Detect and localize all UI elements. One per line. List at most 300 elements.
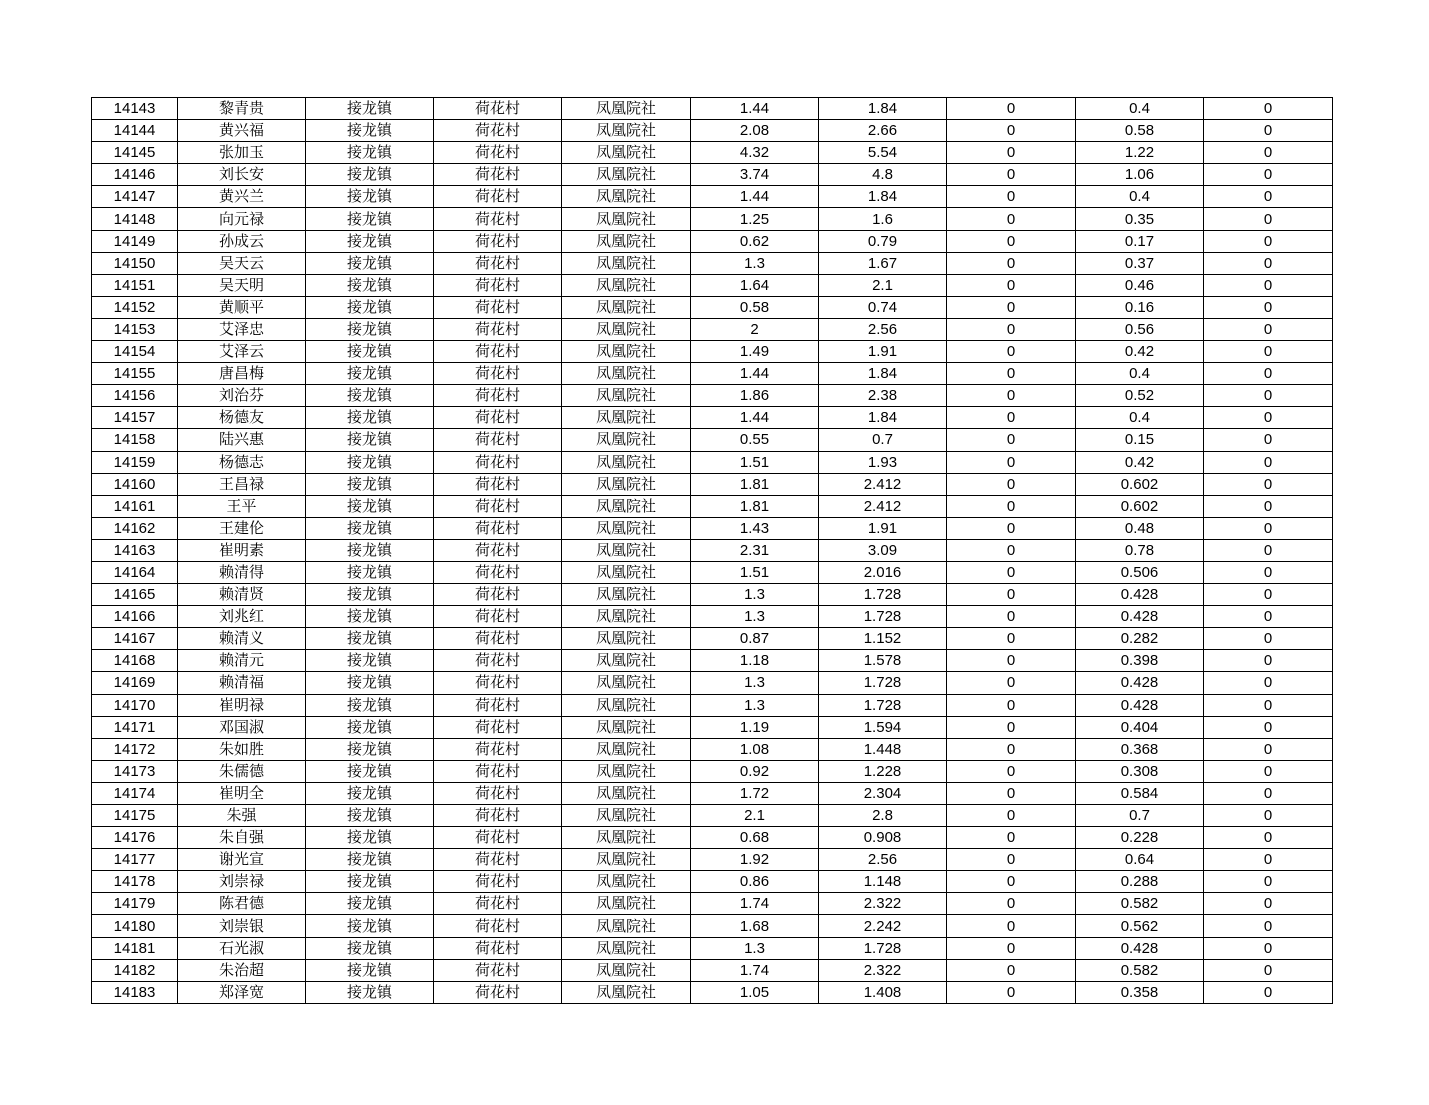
- id-cell: 14181: [92, 937, 178, 959]
- village-cell: 荷花村: [434, 672, 562, 694]
- id-cell: 14147: [92, 186, 178, 208]
- table-row: [92, 650, 1333, 672]
- name-cell: 朱强: [178, 805, 306, 827]
- id-cell: 14161: [92, 495, 178, 517]
- group-cell: 凤凰院社: [562, 296, 691, 318]
- value-a-cell: 1.74: [691, 959, 819, 981]
- village-cell: 荷花村: [434, 981, 562, 1003]
- value-b-cell: 1.152: [819, 628, 947, 650]
- name-cell: 向元禄: [178, 208, 306, 230]
- value-e-cell: 0: [1204, 539, 1333, 561]
- value-c-cell: 0: [947, 473, 1076, 495]
- id-cell: 14179: [92, 893, 178, 915]
- name-cell: 艾泽忠: [178, 318, 306, 340]
- value-a-cell: 1.3: [691, 672, 819, 694]
- town-cell: 接龙镇: [306, 363, 434, 385]
- id-cell: 14183: [92, 981, 178, 1003]
- value-a-cell: 4.32: [691, 142, 819, 164]
- value-c-cell: 0: [947, 782, 1076, 804]
- village-cell: 荷花村: [434, 849, 562, 871]
- value-e-cell: 0: [1204, 760, 1333, 782]
- id-cell: 14172: [92, 738, 178, 760]
- value-e-cell: 0: [1204, 407, 1333, 429]
- value-a-cell: 1.72: [691, 782, 819, 804]
- value-b-cell: 2.322: [819, 893, 947, 915]
- name-cell: 刘治芬: [178, 385, 306, 407]
- name-cell: 谢光宣: [178, 849, 306, 871]
- value-d-cell: 0.602: [1076, 473, 1204, 495]
- value-d-cell: 0.64: [1076, 849, 1204, 871]
- value-d-cell: 0.58: [1076, 120, 1204, 142]
- value-d-cell: 0.428: [1076, 606, 1204, 628]
- group-cell: 凤凰院社: [562, 230, 691, 252]
- value-c-cell: 0: [947, 98, 1076, 120]
- town-cell: 接龙镇: [306, 495, 434, 517]
- group-cell: 凤凰院社: [562, 716, 691, 738]
- village-cell: 荷花村: [434, 142, 562, 164]
- value-b-cell: 1.91: [819, 341, 947, 363]
- value-e-cell: 0: [1204, 606, 1333, 628]
- table-row: [92, 738, 1333, 760]
- value-c-cell: 0: [947, 606, 1076, 628]
- name-cell: 朱儒德: [178, 760, 306, 782]
- value-e-cell: 0: [1204, 230, 1333, 252]
- value-b-cell: 1.67: [819, 252, 947, 274]
- value-b-cell: 1.6: [819, 208, 947, 230]
- value-b-cell: 1.728: [819, 694, 947, 716]
- table-row: [92, 760, 1333, 782]
- town-cell: 接龙镇: [306, 539, 434, 561]
- value-a-cell: 0.55: [691, 429, 819, 451]
- village-cell: 荷花村: [434, 429, 562, 451]
- village-cell: 荷花村: [434, 495, 562, 517]
- value-c-cell: 0: [947, 495, 1076, 517]
- town-cell: 接龙镇: [306, 230, 434, 252]
- group-cell: 凤凰院社: [562, 805, 691, 827]
- village-cell: 荷花村: [434, 164, 562, 186]
- town-cell: 接龙镇: [306, 760, 434, 782]
- value-b-cell: 2.56: [819, 849, 947, 871]
- name-cell: 赖清贤: [178, 584, 306, 606]
- group-cell: 凤凰院社: [562, 252, 691, 274]
- value-b-cell: 0.7: [819, 429, 947, 451]
- value-d-cell: 0.52: [1076, 385, 1204, 407]
- village-cell: 荷花村: [434, 296, 562, 318]
- village-cell: 荷花村: [434, 738, 562, 760]
- village-cell: 荷花村: [434, 694, 562, 716]
- value-d-cell: 0.582: [1076, 893, 1204, 915]
- village-cell: 荷花村: [434, 959, 562, 981]
- value-e-cell: 0: [1204, 561, 1333, 583]
- town-cell: 接龙镇: [306, 451, 434, 473]
- table-row: [92, 186, 1333, 208]
- group-cell: 凤凰院社: [562, 142, 691, 164]
- town-cell: 接龙镇: [306, 981, 434, 1003]
- town-cell: 接龙镇: [306, 893, 434, 915]
- name-cell: 杨德友: [178, 407, 306, 429]
- group-cell: 凤凰院社: [562, 694, 691, 716]
- name-cell: 崔明素: [178, 539, 306, 561]
- id-cell: 14178: [92, 871, 178, 893]
- table-row: [92, 318, 1333, 340]
- value-e-cell: 0: [1204, 981, 1333, 1003]
- value-c-cell: 0: [947, 871, 1076, 893]
- value-d-cell: 0.78: [1076, 539, 1204, 561]
- value-d-cell: 0.582: [1076, 959, 1204, 981]
- value-a-cell: 1.51: [691, 561, 819, 583]
- table-row: [92, 915, 1333, 937]
- group-cell: 凤凰院社: [562, 98, 691, 120]
- name-cell: 赖清得: [178, 561, 306, 583]
- village-cell: 荷花村: [434, 230, 562, 252]
- village-cell: 荷花村: [434, 363, 562, 385]
- name-cell: 张加玉: [178, 142, 306, 164]
- id-cell: 14170: [92, 694, 178, 716]
- id-cell: 14146: [92, 164, 178, 186]
- value-a-cell: 1.18: [691, 650, 819, 672]
- value-d-cell: 0.428: [1076, 672, 1204, 694]
- value-e-cell: 0: [1204, 716, 1333, 738]
- table-row: [92, 252, 1333, 274]
- village-cell: 荷花村: [434, 98, 562, 120]
- table-row: [92, 539, 1333, 561]
- value-e-cell: 0: [1204, 120, 1333, 142]
- id-cell: 14168: [92, 650, 178, 672]
- value-c-cell: 0: [947, 208, 1076, 230]
- village-cell: 荷花村: [434, 561, 562, 583]
- value-b-cell: 4.8: [819, 164, 947, 186]
- value-c-cell: 0: [947, 672, 1076, 694]
- id-cell: 14154: [92, 341, 178, 363]
- table-row: [92, 230, 1333, 252]
- value-e-cell: 0: [1204, 451, 1333, 473]
- village-cell: 荷花村: [434, 517, 562, 539]
- value-a-cell: 1.92: [691, 849, 819, 871]
- value-e-cell: 0: [1204, 871, 1333, 893]
- value-d-cell: 0.288: [1076, 871, 1204, 893]
- table-row: [92, 164, 1333, 186]
- data-table: [91, 97, 1333, 1004]
- value-c-cell: 0: [947, 120, 1076, 142]
- value-c-cell: 0: [947, 937, 1076, 959]
- table-row: [92, 827, 1333, 849]
- village-cell: 荷花村: [434, 915, 562, 937]
- name-cell: 王建伦: [178, 517, 306, 539]
- name-cell: 郑泽宽: [178, 981, 306, 1003]
- value-e-cell: 0: [1204, 782, 1333, 804]
- table-row: [92, 208, 1333, 230]
- group-cell: 凤凰院社: [562, 672, 691, 694]
- value-d-cell: 0.368: [1076, 738, 1204, 760]
- value-d-cell: 0.228: [1076, 827, 1204, 849]
- name-cell: 唐昌梅: [178, 363, 306, 385]
- value-b-cell: 1.594: [819, 716, 947, 738]
- table-row: [92, 805, 1333, 827]
- value-d-cell: 0.46: [1076, 274, 1204, 296]
- id-cell: 14167: [92, 628, 178, 650]
- table-row: [92, 959, 1333, 981]
- group-cell: 凤凰院社: [562, 606, 691, 628]
- name-cell: 刘崇银: [178, 915, 306, 937]
- value-b-cell: 1.728: [819, 584, 947, 606]
- group-cell: 凤凰院社: [562, 429, 691, 451]
- town-cell: 接龙镇: [306, 385, 434, 407]
- village-cell: 荷花村: [434, 451, 562, 473]
- name-cell: 陆兴惠: [178, 429, 306, 451]
- town-cell: 接龙镇: [306, 561, 434, 583]
- table-row: [92, 142, 1333, 164]
- village-cell: 荷花村: [434, 274, 562, 296]
- value-e-cell: 0: [1204, 584, 1333, 606]
- value-a-cell: 1.74: [691, 893, 819, 915]
- value-d-cell: 0.428: [1076, 937, 1204, 959]
- table-row: [92, 584, 1333, 606]
- id-cell: 14164: [92, 561, 178, 583]
- group-cell: 凤凰院社: [562, 871, 691, 893]
- id-cell: 14182: [92, 959, 178, 981]
- village-cell: 荷花村: [434, 186, 562, 208]
- town-cell: 接龙镇: [306, 716, 434, 738]
- value-e-cell: 0: [1204, 915, 1333, 937]
- id-cell: 14144: [92, 120, 178, 142]
- id-cell: 14174: [92, 782, 178, 804]
- group-cell: 凤凰院社: [562, 782, 691, 804]
- value-a-cell: 1.49: [691, 341, 819, 363]
- village-cell: 荷花村: [434, 760, 562, 782]
- value-b-cell: 1.448: [819, 738, 947, 760]
- value-e-cell: 0: [1204, 341, 1333, 363]
- value-c-cell: 0: [947, 429, 1076, 451]
- value-c-cell: 0: [947, 385, 1076, 407]
- value-c-cell: 0: [947, 650, 1076, 672]
- name-cell: 艾泽云: [178, 341, 306, 363]
- value-c-cell: 0: [947, 827, 1076, 849]
- value-b-cell: 3.09: [819, 539, 947, 561]
- value-b-cell: 1.148: [819, 871, 947, 893]
- value-a-cell: 1.86: [691, 385, 819, 407]
- village-cell: 荷花村: [434, 716, 562, 738]
- value-b-cell: 2.412: [819, 495, 947, 517]
- value-a-cell: 1.44: [691, 407, 819, 429]
- value-d-cell: 0.358: [1076, 981, 1204, 1003]
- value-c-cell: 0: [947, 694, 1076, 716]
- value-e-cell: 0: [1204, 363, 1333, 385]
- village-cell: 荷花村: [434, 407, 562, 429]
- value-e-cell: 0: [1204, 517, 1333, 539]
- value-e-cell: 0: [1204, 805, 1333, 827]
- group-cell: 凤凰院社: [562, 937, 691, 959]
- value-d-cell: 0.15: [1076, 429, 1204, 451]
- value-d-cell: 0.42: [1076, 451, 1204, 473]
- table-row: [92, 451, 1333, 473]
- value-a-cell: 1.19: [691, 716, 819, 738]
- table-row: [92, 341, 1333, 363]
- id-cell: 14176: [92, 827, 178, 849]
- name-cell: 崔明禄: [178, 694, 306, 716]
- value-b-cell: 2.1: [819, 274, 947, 296]
- town-cell: 接龙镇: [306, 871, 434, 893]
- value-b-cell: 1.84: [819, 186, 947, 208]
- group-cell: 凤凰院社: [562, 517, 691, 539]
- value-b-cell: 1.578: [819, 650, 947, 672]
- value-b-cell: 2.412: [819, 473, 947, 495]
- name-cell: 石光淑: [178, 937, 306, 959]
- group-cell: 凤凰院社: [562, 208, 691, 230]
- id-cell: 14180: [92, 915, 178, 937]
- name-cell: 刘兆红: [178, 606, 306, 628]
- id-cell: 14175: [92, 805, 178, 827]
- village-cell: 荷花村: [434, 650, 562, 672]
- group-cell: 凤凰院社: [562, 120, 691, 142]
- value-c-cell: 0: [947, 805, 1076, 827]
- village-cell: 荷花村: [434, 318, 562, 340]
- value-d-cell: 1.06: [1076, 164, 1204, 186]
- name-cell: 赖清元: [178, 650, 306, 672]
- value-a-cell: 1.81: [691, 495, 819, 517]
- town-cell: 接龙镇: [306, 650, 434, 672]
- table-row: [92, 694, 1333, 716]
- table-row: [92, 385, 1333, 407]
- value-c-cell: 0: [947, 981, 1076, 1003]
- value-d-cell: 0.4: [1076, 98, 1204, 120]
- value-a-cell: 1.43: [691, 517, 819, 539]
- name-cell: 黄顺平: [178, 296, 306, 318]
- village-cell: 荷花村: [434, 805, 562, 827]
- id-cell: 14155: [92, 363, 178, 385]
- value-e-cell: 0: [1204, 893, 1333, 915]
- value-c-cell: 0: [947, 363, 1076, 385]
- value-b-cell: 0.74: [819, 296, 947, 318]
- value-b-cell: 1.728: [819, 672, 947, 694]
- group-cell: 凤凰院社: [562, 981, 691, 1003]
- value-c-cell: 0: [947, 561, 1076, 583]
- value-d-cell: 0.17: [1076, 230, 1204, 252]
- value-a-cell: 1.64: [691, 274, 819, 296]
- value-e-cell: 0: [1204, 650, 1333, 672]
- id-cell: 14162: [92, 517, 178, 539]
- value-a-cell: 1.44: [691, 186, 819, 208]
- group-cell: 凤凰院社: [562, 539, 691, 561]
- id-cell: 14171: [92, 716, 178, 738]
- table-row: [92, 495, 1333, 517]
- group-cell: 凤凰院社: [562, 341, 691, 363]
- village-cell: 荷花村: [434, 584, 562, 606]
- village-cell: 荷花村: [434, 473, 562, 495]
- value-c-cell: 0: [947, 252, 1076, 274]
- value-c-cell: 0: [947, 760, 1076, 782]
- name-cell: 崔明全: [178, 782, 306, 804]
- group-cell: 凤凰院社: [562, 561, 691, 583]
- value-a-cell: 1.44: [691, 98, 819, 120]
- value-e-cell: 0: [1204, 252, 1333, 274]
- value-d-cell: 0.35: [1076, 208, 1204, 230]
- id-cell: 14149: [92, 230, 178, 252]
- town-cell: 接龙镇: [306, 915, 434, 937]
- town-cell: 接龙镇: [306, 120, 434, 142]
- name-cell: 邓国淑: [178, 716, 306, 738]
- group-cell: 凤凰院社: [562, 628, 691, 650]
- value-e-cell: 0: [1204, 628, 1333, 650]
- table-row: [92, 716, 1333, 738]
- value-a-cell: 0.92: [691, 760, 819, 782]
- town-cell: 接龙镇: [306, 407, 434, 429]
- value-c-cell: 0: [947, 407, 1076, 429]
- value-c-cell: 0: [947, 915, 1076, 937]
- town-cell: 接龙镇: [306, 517, 434, 539]
- value-a-cell: 1.3: [691, 252, 819, 274]
- village-cell: 荷花村: [434, 208, 562, 230]
- name-cell: 孙成云: [178, 230, 306, 252]
- village-cell: 荷花村: [434, 120, 562, 142]
- table-row: [92, 274, 1333, 296]
- value-c-cell: 0: [947, 142, 1076, 164]
- group-cell: 凤凰院社: [562, 473, 691, 495]
- id-cell: 14165: [92, 584, 178, 606]
- value-a-cell: 1.3: [691, 694, 819, 716]
- value-b-cell: 1.84: [819, 363, 947, 385]
- id-cell: 14151: [92, 274, 178, 296]
- value-d-cell: 0.584: [1076, 782, 1204, 804]
- town-cell: 接龙镇: [306, 827, 434, 849]
- value-c-cell: 0: [947, 274, 1076, 296]
- value-c-cell: 0: [947, 296, 1076, 318]
- value-d-cell: 0.16: [1076, 296, 1204, 318]
- group-cell: 凤凰院社: [562, 451, 691, 473]
- value-e-cell: 0: [1204, 318, 1333, 340]
- value-c-cell: 0: [947, 451, 1076, 473]
- group-cell: 凤凰院社: [562, 915, 691, 937]
- value-e-cell: 0: [1204, 385, 1333, 407]
- value-e-cell: 0: [1204, 164, 1333, 186]
- table-row: [92, 849, 1333, 871]
- id-cell: 14163: [92, 539, 178, 561]
- value-a-cell: 1.05: [691, 981, 819, 1003]
- town-cell: 接龙镇: [306, 805, 434, 827]
- value-a-cell: 2: [691, 318, 819, 340]
- town-cell: 接龙镇: [306, 738, 434, 760]
- value-c-cell: 0: [947, 959, 1076, 981]
- value-d-cell: 0.282: [1076, 628, 1204, 650]
- town-cell: 接龙镇: [306, 274, 434, 296]
- group-cell: 凤凰院社: [562, 164, 691, 186]
- table-row: [92, 98, 1333, 120]
- table-row: [92, 871, 1333, 893]
- value-a-cell: 0.58: [691, 296, 819, 318]
- value-d-cell: 0.506: [1076, 561, 1204, 583]
- town-cell: 接龙镇: [306, 142, 434, 164]
- group-cell: 凤凰院社: [562, 893, 691, 915]
- value-a-cell: 1.68: [691, 915, 819, 937]
- group-cell: 凤凰院社: [562, 363, 691, 385]
- table-body: [92, 98, 1333, 1004]
- value-a-cell: 1.81: [691, 473, 819, 495]
- id-cell: 14148: [92, 208, 178, 230]
- value-b-cell: 1.84: [819, 98, 947, 120]
- value-b-cell: 1.228: [819, 760, 947, 782]
- group-cell: 凤凰院社: [562, 827, 691, 849]
- value-e-cell: 0: [1204, 672, 1333, 694]
- value-e-cell: 0: [1204, 495, 1333, 517]
- village-cell: 荷花村: [434, 341, 562, 363]
- name-cell: 朱自强: [178, 827, 306, 849]
- value-e-cell: 0: [1204, 98, 1333, 120]
- id-cell: 14166: [92, 606, 178, 628]
- table-row: [92, 606, 1333, 628]
- town-cell: 接龙镇: [306, 341, 434, 363]
- name-cell: 黎青贵: [178, 98, 306, 120]
- value-c-cell: 0: [947, 230, 1076, 252]
- id-cell: 14143: [92, 98, 178, 120]
